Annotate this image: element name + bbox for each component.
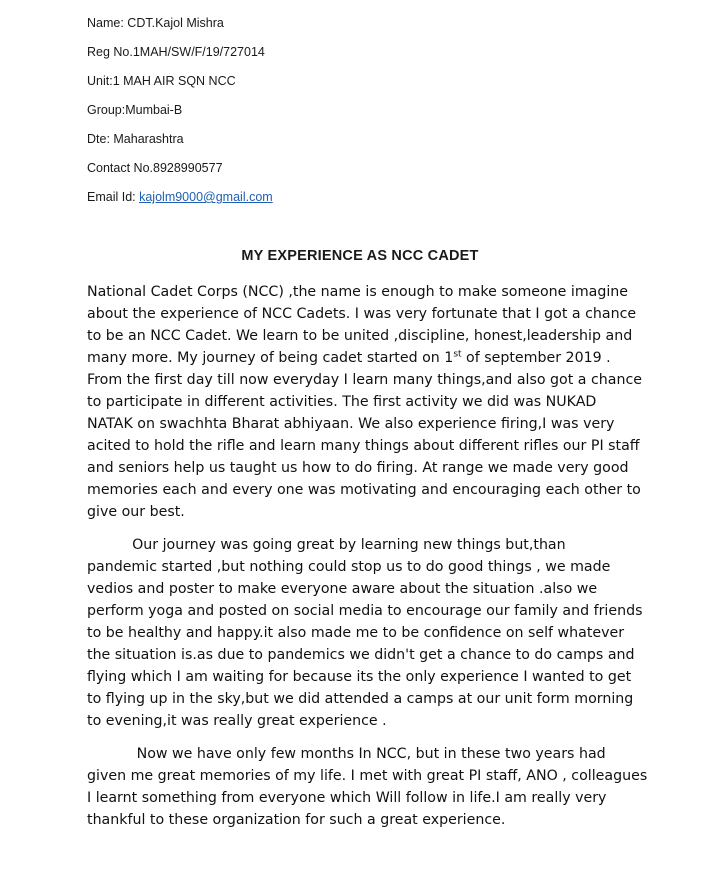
email-label: Email Id: [87, 190, 140, 204]
paragraph-line: vedios and poster to make everyone aware about the situation .also we [87, 581, 598, 597]
line-text: many more. My journey of being cadet started on 1 [87, 350, 454, 366]
paragraph-line: pandemic started ,but nothing could stop us to do good things , we made [87, 559, 611, 575]
contact-number: Contact No.8928990577 [87, 161, 223, 175]
paragraph-line [87, 347, 693, 369]
line-text: of september 2019 . [461, 350, 611, 366]
paragraph-line: perform yoga and posted on social media to encourage our family and friends [87, 603, 643, 619]
paragraph-line: given me great memories of my life. I met with great PI staff, ANO , colleagues [87, 768, 648, 784]
paragraph-line: Now we have only few months In NCC, but in these two years had [87, 746, 606, 762]
ordinal-suffix: st [453, 349, 462, 360]
paragraph-line: the situation is.as due to pandemics we didn't get a chance to do camps and [87, 647, 635, 663]
paragraph-line: From the first day till now everyday I learn many things,and also got a chance [87, 372, 643, 388]
reg-number: Reg No.1MAH/SW/F/19/727014 [87, 45, 265, 59]
paragraph-line: about the experience of NCC Cadets. I was very fortunate that I got a chance [87, 306, 637, 322]
paragraph-line: flying which I am waiting for because its the only experience I wanted to get [87, 669, 632, 685]
paragraph-line: National Cadet Corps (NCC) ,the name is enough to make someone imagine [87, 284, 629, 300]
directorate: Dte: Maharashtra [87, 132, 184, 146]
paragraph-line: give our best. [87, 504, 185, 520]
paragraph-line: to be an NCC Cadet. We learn to be united ,discipline, honest,leadership and [87, 328, 633, 344]
paragraph-3 [87, 743, 693, 831]
paragraph-1 [87, 281, 693, 523]
paragraph-line: to flying up in the sky,but we did attended a camps at our unit form morning [87, 691, 634, 707]
paragraph-line: to be healthy and happy.it also made me to be confidence on self whatever [87, 625, 625, 641]
paragraph-line: thankful to these organization for such a great experience. [87, 812, 506, 828]
group: Group:Mumbai-B [87, 103, 183, 117]
paragraph-line: I learnt something from everyone which Will follow in life.I am really very [87, 790, 607, 806]
paragraph-line: memories each and every one was motivating and encouraging each other to [87, 482, 641, 498]
paragraph-2 [87, 534, 693, 732]
page-title: MY EXPERIENCE AS NCC CADET [241, 248, 479, 264]
email-row [87, 188, 273, 217]
paragraph-line: Our journey was going great by learning new things but,than [87, 537, 566, 553]
unit: Unit:1 MAH AIR SQN NCC [87, 74, 236, 88]
paragraph-line: to participate in different activities. The first activity we did was NUKAD [87, 394, 597, 410]
paragraph-line: to evening,it was really great experience . [87, 713, 387, 729]
cadet-name: Name: CDT.Kajol Mishra [87, 16, 224, 30]
paragraph-line: acited to hold the rifle and learn many things about different rifles our PI staff [87, 438, 640, 454]
paragraph-line: NATAK on swachhta Bharat abhiyaan. We also experience firing,I was very [87, 416, 615, 432]
header-block [87, 14, 273, 217]
email-link[interactable]: kajolm9000@gmail.com [139, 190, 273, 204]
paragraph-line: and seniors help us taught us how to do firing. At range we made very good [87, 460, 629, 476]
